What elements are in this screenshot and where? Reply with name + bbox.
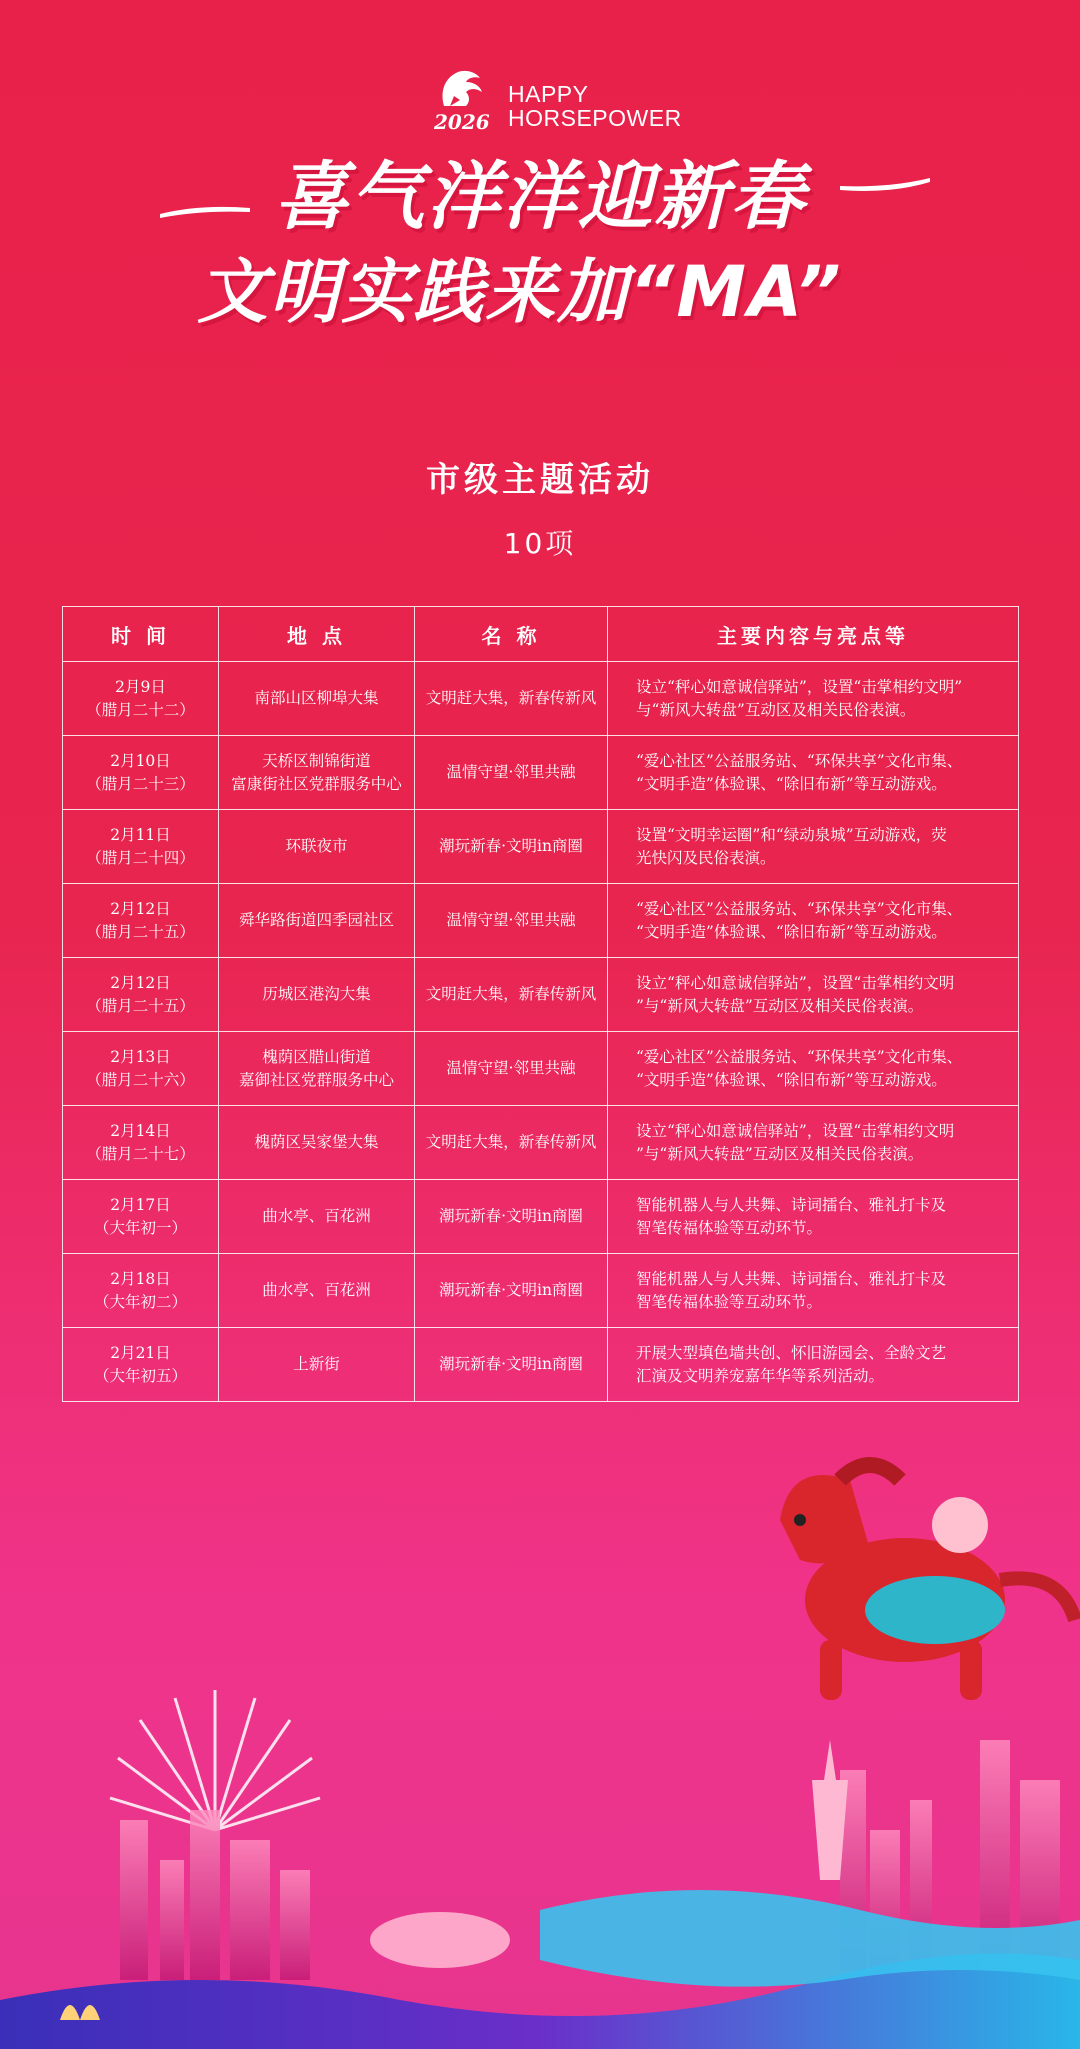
cell-content [608,1106,1019,1180]
place-line: 槐荫区腊山街道 [262,1047,371,1066]
cell-content [608,1254,1019,1328]
cell-place [219,662,415,736]
place-line: 舜华路街道四季园社区 [238,911,394,929]
cell-content [608,958,1019,1032]
cell-time [63,1032,219,1106]
cell-name: 潮玩新春·文明in商圈 [415,1180,608,1254]
cell-name: 温情守望·邻里共融 [415,884,608,958]
content-line: “文明手造”体验课、“除旧布新”等互动游戏。 [636,922,947,941]
table-row [63,1032,1019,1106]
content-line: 智笔传福体验等互动环节。 [636,1218,823,1237]
content-line: 设置“文明幸运圈”和“绿动泉城”互动游戏，荧 [636,825,947,844]
lunar-date-text: （腊月二十七） [86,1144,195,1163]
content-line: ”与“新风大转盘”互动区及相关民俗表演。 [636,1144,924,1163]
cell-place [219,1254,415,1328]
cell-name: 潮玩新春·文明in商圈 [415,1254,608,1328]
cell-place [219,958,415,1032]
cell-time [63,958,219,1032]
place-line: 富康街社区党群服务中心 [231,774,402,793]
content-line: 智能机器人与人共舞、诗词擂台、雅礼打卡及 [636,1195,947,1214]
cell-time [63,662,219,736]
cell-place [219,1328,415,1402]
place-line: 嘉御社区党群服务中心 [238,1070,394,1089]
place-line: 上新街 [293,1355,340,1373]
content-line: “文明手造”体验课、“除旧布新”等互动游戏。 [636,1070,947,1089]
cell-time [63,1180,219,1254]
lunar-date-text: （大年初五） [93,1366,187,1385]
cell-time [63,736,219,810]
fireworks-icon [110,1690,320,1830]
date-text: 2月17日 [110,1195,171,1214]
cell-time [63,1254,219,1328]
date-text: 2月11日 [110,825,171,844]
content-line: 设立“秤心如意诚信驿站”，设置“击掌相约文明 [636,973,955,992]
header-place: 地 点 [219,607,415,662]
lunar-date-text: （腊月二十五） [86,996,195,1015]
cell-content [608,810,1019,884]
table-row [63,1180,1019,1254]
festive-city-scene [0,1440,1080,2049]
logo-line-2: HORSEPOWER [508,105,682,131]
place-line: 槐荫区吴家堡大集 [254,1133,379,1151]
content-line: 智能机器人与人共舞、诗词擂台、雅礼打卡及 [636,1269,947,1288]
cell-place [219,810,415,884]
lunar-date-text: （大年初一） [93,1218,187,1237]
table-row [63,958,1019,1032]
content-line: “文明手造”体验课、“除旧布新”等互动游戏。 [636,774,947,793]
cell-name: 文明赶大集，新春传新风 [415,662,608,736]
cell-content [608,1328,1019,1402]
stadium-icon [370,1912,510,1968]
activity-table [62,606,1018,1402]
date-text: 2月9日 [115,677,166,696]
place-line: 环联夜市 [285,837,348,855]
lunar-date-text: （腊月二十六） [86,1070,195,1089]
content-line: 汇演及文明养宠嘉年华等系列活动。 [636,1366,885,1385]
content-line: ”与“新风大转盘”互动区及相关民俗表演。 [636,996,924,1015]
lunar-date-text: （腊月二十五） [86,922,195,941]
cell-time [63,1106,219,1180]
content-line: 设立“秤心如意诚信驿站”，设置“击掌相约文明” [636,677,963,696]
horse-mascot-icon [780,1465,1075,1700]
cell-place [219,1106,415,1180]
place-line: 天桥区制锦街道 [262,751,371,770]
content-line: “爱心社区”公益服务站、“环保共享”文化市集、 [636,751,963,770]
cell-place [219,884,415,958]
cell-place [219,736,415,810]
place-line: 曲水亭、百花洲 [262,1207,371,1225]
content-line: “爱心社区”公益服务站、“环保共享”文化市集、 [636,899,963,918]
cell-name: 文明赶大集，新春传新风 [415,1106,608,1180]
logo-year: 2026 [434,110,490,134]
content-line: 智笔传福体验等互动环节。 [636,1292,823,1311]
logo-line-1: HAPPY [508,81,589,107]
table-row [63,884,1019,958]
lunar-date-text: （腊月二十四） [86,848,195,867]
lunar-date-text: （腊月二十三） [86,774,195,793]
content-line: 与“新风大转盘”互动区及相关民俗表演。 [636,700,916,719]
section-title: 市级主题活动 [426,460,654,500]
date-text: 2月14日 [110,1121,171,1140]
table-row [63,662,1019,736]
cell-content [608,1180,1019,1254]
table-row [63,736,1019,810]
content-line: “爱心社区”公益服务站、“环保共享”文化市集、 [636,1047,963,1066]
cell-place [219,1180,415,1254]
cell-name: 温情守望·邻里共融 [415,736,608,810]
place-line: 曲水亭、百花洲 [262,1281,371,1299]
header-time: 时 间 [63,607,219,662]
table-row [63,810,1019,884]
table-row [63,1328,1019,1402]
table-header-row [63,607,1019,662]
cell-name: 文明赶大集，新春传新风 [415,958,608,1032]
content-line: 设立“秤心如意诚信驿站”，设置“击掌相约文明 [636,1121,955,1140]
cell-name: 温情守望·邻里共融 [415,1032,608,1106]
cell-name: 潮玩新春·文明in商圈 [415,810,608,884]
date-text: 2月18日 [110,1269,171,1288]
headline-line-2: 文明实践来加“MA” [197,251,843,333]
cell-name: 潮玩新春·文明in商圈 [415,1328,608,1402]
cell-place [219,1032,415,1106]
date-text: 2月12日 [110,899,171,918]
cell-content [608,736,1019,810]
table-body [63,662,1019,1402]
date-text: 2月10日 [110,751,171,770]
cell-time [63,810,219,884]
lunar-date-text: （大年初二） [93,1292,187,1311]
cell-time [63,884,219,958]
place-line: 历城区港沟大集 [262,985,371,1003]
content-line: 开展大型填色墙共创、怀旧游园会、全龄文艺 [636,1343,947,1362]
place-line: 南部山区柳埠大集 [254,689,379,707]
header-content: 主要内容与亮点等 [608,607,1019,662]
happy-horsepower-logo [430,66,682,146]
cell-content [608,662,1019,736]
date-text: 2月13日 [110,1047,171,1066]
cell-content [608,884,1019,958]
table-row [63,1254,1019,1328]
header-name: 名 称 [415,607,608,662]
headline-line-1: 喜气洋洋迎新春 [274,154,806,240]
section-count: 10项 [503,527,577,560]
date-text: 2月12日 [110,973,171,992]
cell-time [63,1328,219,1402]
cell-content [608,1032,1019,1106]
lunar-date-text: （腊月二十二） [86,700,195,719]
date-text: 2月21日 [110,1343,171,1362]
content-line: 光快闪及民俗表演。 [636,848,776,867]
table-row [63,1106,1019,1180]
logo-wordmark [508,82,682,130]
